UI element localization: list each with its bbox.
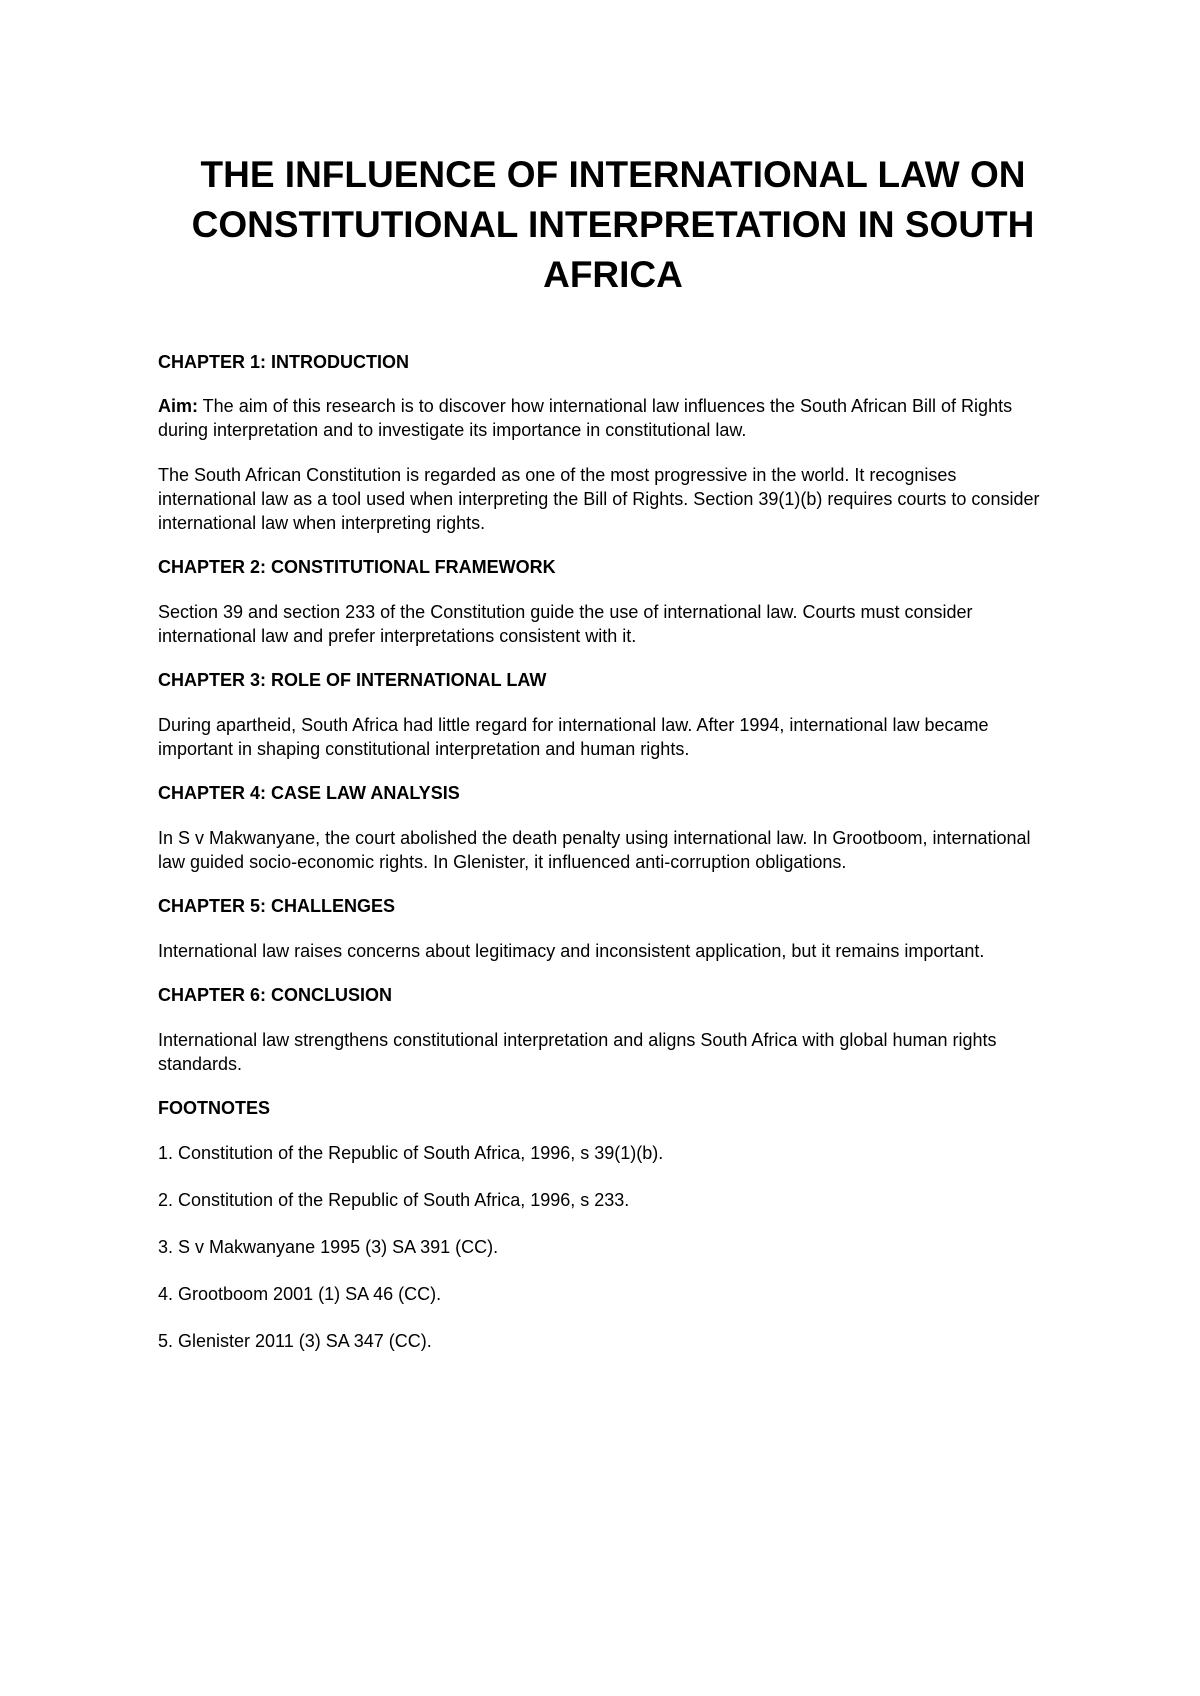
footnote-item: 2. Constitution of the Republic of South Africa, 1996, s 233. (158, 1190, 630, 1210)
chapter-3-paragraph: During apartheid, South Africa had little regard for international law. After 1994, international law became important in shaping constitutional interpretation and human rights. (158, 715, 989, 759)
aim-paragraph (158, 394, 1058, 442)
title-line-2: CONSTITUTIONAL INTERPRETATION IN SOUTH (191, 204, 1035, 245)
footnotes-heading: FOOTNOTES (158, 1098, 270, 1118)
footnotes-section (158, 1096, 1058, 1353)
chapter-4-paragraph: In S v Makwanyane, the court abolished the death penalty using international law. In Grootboom, international law guided socio-economic rights. In Glenister, it influenced anti-corruption obligations. (158, 828, 1031, 872)
chapter-5-heading: CHAPTER 5: CHALLENGES (158, 896, 396, 916)
footnote-item: 3. S v Makwanyane 1995 (3) SA 391 (CC). (158, 1237, 499, 1257)
aim-label: Aim: (158, 396, 198, 416)
chapter-1-heading: CHAPTER 1: INTRODUCTION (158, 352, 409, 372)
footnote-item: 1. Constitution of the Republic of South Africa, 1996, s 39(1)(b). (158, 1143, 664, 1163)
chapter-3-heading: CHAPTER 3: ROLE OF INTERNATIONAL LAW (158, 670, 547, 690)
chapter-2-heading: CHAPTER 2: CONSTITUTIONAL FRAMEWORK (158, 557, 556, 577)
document-page (158, 150, 1058, 1353)
chapter-4-section (158, 781, 1058, 874)
document-title (168, 150, 1058, 300)
chapter-6-paragraph: International law strengthens constitutional interpretation and aligns South Africa with global human rights standards. (158, 1030, 997, 1074)
chapter-5-paragraph: International law raises concerns about legitimacy and inconsistent application, but it remains important. (158, 941, 985, 961)
title-line-3: AFRICA (543, 254, 683, 295)
chapter-3-section (158, 668, 1058, 761)
footnote-item: 5. Glenister 2011 (3) SA 347 (CC). (158, 1331, 432, 1351)
chapter-2-section (158, 555, 1058, 648)
chapter-6-section (158, 983, 1058, 1076)
chapter-1-paragraph: The South African Constitution is regarded as one of the most progressive in the world. It recognises international law as a tool used when interpreting the Bill of Rights. Section 39(1)(b) requires courts to consider international law when interpreting rights. (158, 465, 1040, 533)
chapter-5-section (158, 894, 1058, 963)
chapter-1-section (158, 350, 1058, 535)
aim-text: The aim of this research is to discover how international law influences the South African Bill of Rights during interpretation and to investigate its importance in constitutional law. (158, 396, 1013, 440)
chapter-4-heading: CHAPTER 4: CASE LAW ANALYSIS (158, 783, 460, 803)
chapter-6-heading: CHAPTER 6: CONCLUSION (158, 985, 393, 1005)
title-line-1: THE INFLUENCE OF INTERNATIONAL LAW ON (200, 154, 1026, 195)
footnote-item: 4. Grootboom 2001 (1) SA 46 (CC). (158, 1284, 442, 1304)
chapter-2-paragraph: Section 39 and section 233 of the Constitution guide the use of international law. Courts must consider international law and prefer interpretations consistent with it. (158, 602, 973, 646)
